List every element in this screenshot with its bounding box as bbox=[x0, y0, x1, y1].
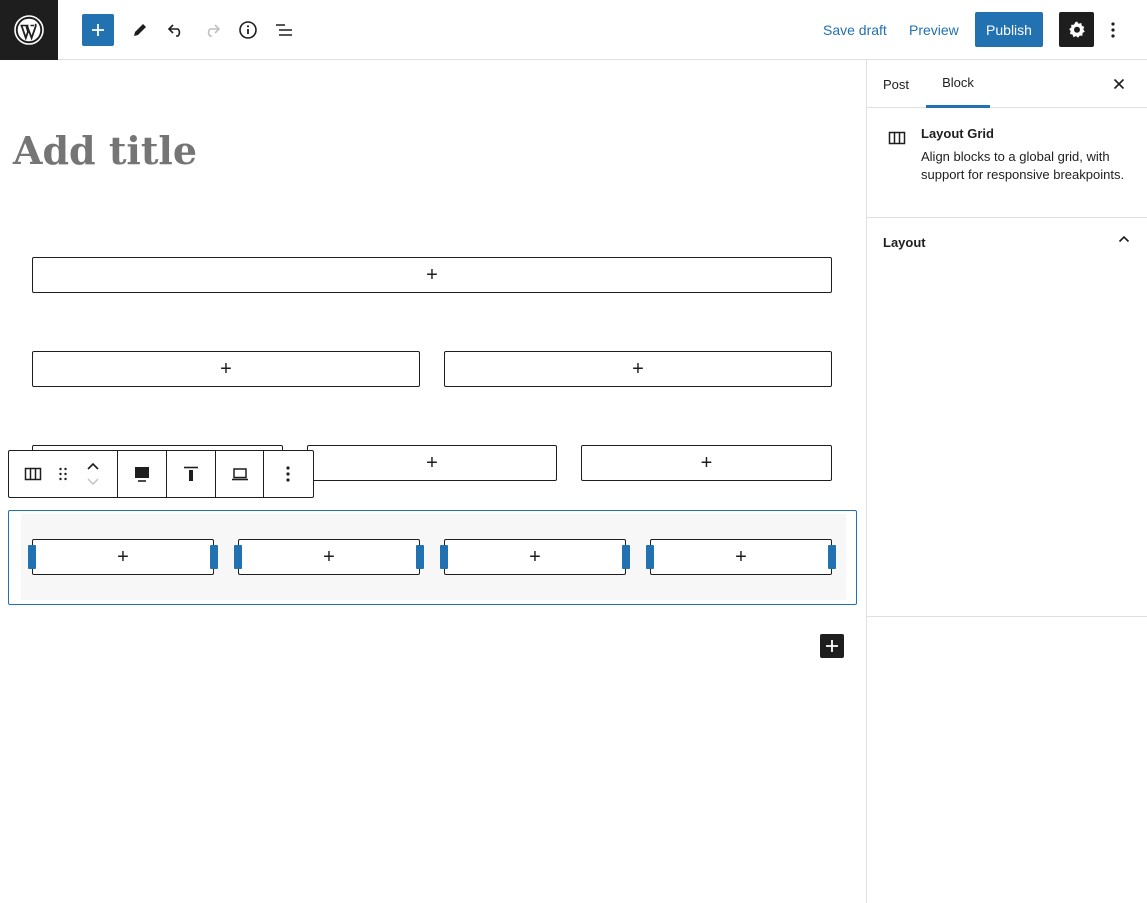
column-resize-handle[interactable] bbox=[622, 545, 630, 569]
chevron-down-icon[interactable] bbox=[86, 476, 100, 486]
plus-icon bbox=[90, 22, 106, 38]
gear-icon bbox=[1067, 20, 1087, 40]
align-button[interactable] bbox=[118, 451, 166, 497]
publish-button[interactable]: Publish bbox=[975, 12, 1043, 47]
editor-canvas bbox=[0, 60, 866, 903]
laptop-icon bbox=[230, 464, 250, 484]
plus-icon: + bbox=[220, 358, 232, 380]
save-draft-button[interactable]: Save draft bbox=[823, 22, 887, 38]
close-icon bbox=[1113, 78, 1125, 90]
plus-icon bbox=[825, 639, 839, 653]
block-description: Align blocks to a global grid, with support for responsive breakpoints. bbox=[921, 149, 1125, 182]
settings-sidebar bbox=[866, 60, 1147, 903]
tab-block[interactable]: Block bbox=[926, 60, 990, 108]
drag-handle-icon bbox=[58, 466, 68, 482]
pencil-icon bbox=[130, 20, 150, 40]
drag-handle[interactable] bbox=[57, 451, 69, 497]
sidebar-tabs bbox=[867, 60, 1147, 108]
block-appender[interactable] bbox=[444, 351, 832, 387]
block-toolbar-group bbox=[167, 451, 264, 497]
editor-header bbox=[0, 0, 1147, 60]
move-block-buttons[interactable] bbox=[69, 451, 117, 497]
undo-button[interactable] bbox=[160, 14, 192, 46]
tools-button[interactable] bbox=[124, 14, 156, 46]
block-appender[interactable] bbox=[307, 445, 557, 481]
device-preview-button[interactable] bbox=[215, 451, 263, 497]
chevron-up-icon[interactable] bbox=[86, 462, 100, 472]
block-toolbar-group bbox=[264, 451, 312, 497]
plus-icon: + bbox=[426, 264, 438, 286]
column-resize-handle[interactable] bbox=[210, 545, 218, 569]
block-options-button[interactable] bbox=[264, 451, 312, 497]
undo-icon bbox=[166, 20, 186, 40]
redo-button[interactable] bbox=[196, 14, 228, 46]
tab-post[interactable]: Post bbox=[883, 76, 910, 92]
info-icon bbox=[238, 20, 258, 40]
list-view-button[interactable] bbox=[268, 14, 300, 46]
append-block-button[interactable] bbox=[820, 634, 844, 658]
plus-icon: + bbox=[323, 546, 335, 568]
plus-icon: + bbox=[117, 546, 129, 568]
column-resize-handle[interactable] bbox=[646, 545, 654, 569]
align-top-icon bbox=[181, 464, 201, 484]
add-block-button[interactable] bbox=[82, 14, 114, 46]
block-appender[interactable] bbox=[32, 539, 214, 575]
full-width-align-icon bbox=[132, 464, 152, 484]
column-resize-handle[interactable] bbox=[416, 545, 424, 569]
vertical-align-button[interactable] bbox=[167, 451, 215, 497]
chevron-up-icon bbox=[1117, 232, 1131, 246]
settings-button[interactable] bbox=[1059, 12, 1094, 47]
layout-grid-icon bbox=[23, 464, 43, 484]
block-title: Layout Grid bbox=[921, 126, 994, 141]
block-toolbar-group bbox=[118, 451, 167, 497]
details-button[interactable] bbox=[232, 14, 264, 46]
options-button[interactable] bbox=[1101, 14, 1125, 46]
block-card bbox=[867, 108, 1147, 218]
column-resize-handle[interactable] bbox=[440, 545, 448, 569]
post-title-input[interactable]: Add title bbox=[13, 128, 198, 173]
block-toolbar bbox=[8, 450, 314, 498]
block-appender[interactable] bbox=[581, 445, 832, 481]
plus-icon: + bbox=[529, 546, 541, 568]
plus-icon: + bbox=[735, 546, 747, 568]
block-appender[interactable] bbox=[32, 257, 832, 293]
vertical-ellipsis-icon bbox=[1110, 21, 1116, 39]
vertical-ellipsis-icon bbox=[285, 465, 291, 483]
column-resize-handle[interactable] bbox=[828, 545, 836, 569]
layout-panel-toggle[interactable] bbox=[867, 218, 1147, 266]
layout-panel-title: Layout bbox=[883, 234, 926, 250]
block-type-button[interactable] bbox=[9, 451, 57, 497]
redo-icon bbox=[202, 20, 222, 40]
plus-icon: + bbox=[426, 452, 438, 474]
list-view-icon bbox=[274, 20, 294, 40]
plus-icon: + bbox=[700, 452, 713, 474]
block-appender[interactable] bbox=[650, 539, 832, 575]
layout-grid-icon bbox=[887, 128, 907, 148]
block-appender[interactable] bbox=[32, 351, 420, 387]
block-toolbar-group bbox=[9, 451, 118, 497]
column-resize-handle[interactable] bbox=[28, 545, 36, 569]
plus-icon: + bbox=[632, 358, 644, 380]
layout-panel bbox=[867, 218, 1147, 617]
block-appender[interactable] bbox=[238, 539, 420, 575]
preview-button[interactable]: Preview bbox=[909, 22, 959, 38]
close-sidebar-button[interactable] bbox=[1107, 72, 1131, 96]
block-appender[interactable] bbox=[444, 539, 626, 575]
column-resize-handle[interactable] bbox=[234, 545, 242, 569]
wordpress-logo-icon[interactable] bbox=[0, 0, 58, 60]
